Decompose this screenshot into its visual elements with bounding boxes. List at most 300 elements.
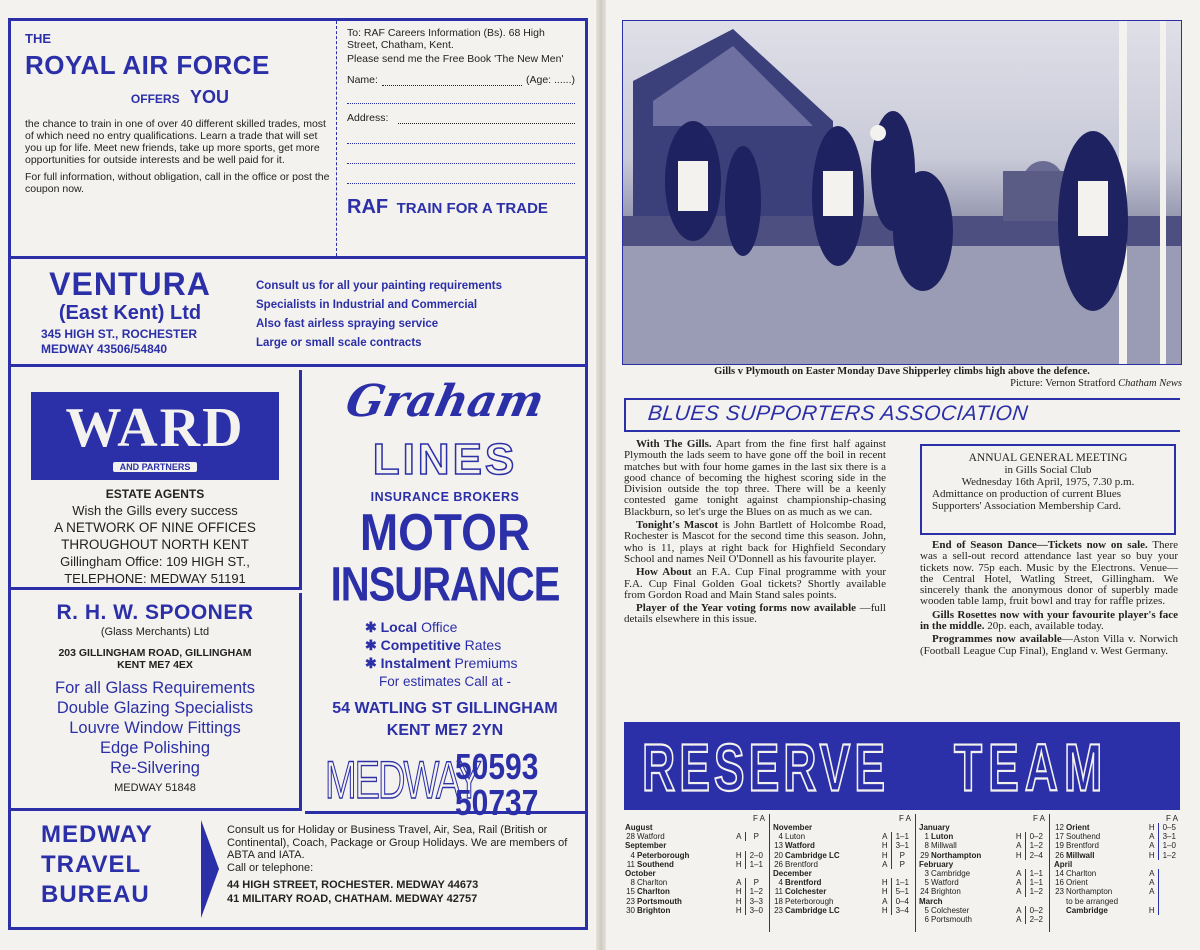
- ward-l3: A NETWORK OF NINE OFFICES: [54, 520, 256, 535]
- fixture-row: [624, 860, 767, 869]
- fixture-date: 8: [924, 841, 929, 851]
- fixtures-table: [772, 823, 913, 915]
- fixture-team: Brentford: [1066, 841, 1099, 851]
- graham-brokers: INSURANCE BROKERS: [370, 490, 520, 504]
- fixture-row: [918, 906, 1047, 915]
- ward-ad: [11, 370, 302, 590]
- fixture-month: [624, 841, 767, 850]
- fixture-venue: H: [881, 905, 888, 915]
- fixture-row: [918, 851, 1047, 860]
- graham-motor: MOTOR: [359, 502, 531, 562]
- fixture-row: [772, 887, 913, 896]
- spooner-addr2: KENT ME7 4EX: [117, 659, 193, 671]
- fixture-team: Charlton: [637, 878, 668, 888]
- fixture-venue: H: [735, 896, 742, 906]
- fixture-team: Colchester: [931, 905, 970, 915]
- ward-l6: TELEPHONE: MEDWAY 51191: [64, 571, 246, 586]
- graham-bullet-2-rest: Rates: [460, 637, 502, 653]
- fixture-month-label: October: [625, 869, 656, 879]
- travel-body: Consult us for Holiday or Business Travel, Air, Sea, Rail (British or Continental), Coach, Package or Group Holidays. We are members of ABTA and IATA.: [227, 824, 568, 861]
- bsa-p5: [920, 540, 1178, 608]
- fixture-date: 30: [626, 905, 635, 915]
- fixture-team: Cambridge: [1066, 905, 1108, 915]
- coupon-name-line[interactable]: [347, 88, 575, 104]
- agm-l2: Wednesday 16th April, 1975, 7.30 p.m.: [961, 476, 1135, 488]
- fixture-score: 1–1: [1025, 878, 1047, 887]
- raf-ad: [11, 21, 585, 259]
- fixture-date: 20: [774, 850, 783, 860]
- coupon-age-label: (Age: ......): [525, 74, 575, 86]
- match-photo-illustration: [623, 21, 1182, 365]
- fixture-score: [1158, 897, 1180, 906]
- fixture-date: 4: [778, 878, 783, 888]
- fixture-row: [1053, 832, 1180, 841]
- fixture-venue: H: [735, 859, 742, 869]
- graham-phone-1: 50593: [455, 748, 539, 788]
- fixture-date: 11: [774, 887, 783, 897]
- spooner-line-2: Double Glazing Specialists: [56, 699, 254, 717]
- fixture-row: [772, 878, 913, 887]
- fixture-date: 5: [924, 878, 929, 888]
- fixture-score: P: [891, 860, 913, 869]
- reserve-word-2: TEAM: [954, 729, 1109, 805]
- ventura-ad: [11, 259, 585, 367]
- photo-credit-paper: Chatham News: [1118, 378, 1182, 389]
- fixture-venue: H: [1148, 823, 1155, 832]
- fixture-venue: H: [1015, 850, 1022, 860]
- bsa-col-right: [920, 540, 1178, 657]
- fixture-venue: A: [1016, 915, 1022, 925]
- fixture-month-label: November: [773, 823, 813, 832]
- bsa-p7-text: —Aston Villa v. Norwich (Football League Cup Final), England v. West Germany.: [920, 633, 1178, 657]
- fixtures-table: [1053, 823, 1180, 915]
- fixture-date: 15: [626, 887, 635, 897]
- fixture-venue: H: [881, 841, 888, 851]
- fixture-team: Northampton: [931, 850, 982, 860]
- fixture-month-label: September: [625, 841, 667, 851]
- graham-insurance: INSURANCE: [330, 558, 560, 612]
- travel-l1: MEDWAY: [41, 821, 153, 848]
- fixture-team: to be arranged: [1066, 896, 1119, 906]
- graham-addr1: 54 WATLING ST GILLINGHAM: [332, 700, 558, 717]
- fixture-team: Peterborough: [637, 850, 690, 860]
- fixture-score: [1158, 906, 1180, 915]
- bsa-p1-text: Apart from the fine first half against Plymouth the lads seem to have gone off the boil in recent matches but with four home games in the last six there is a good chance of becoming the highest scoring side in the Division outside the top three. There will be a keenly contested game tonight against championship-chasing Blackburn, so let's urge the Blues on as much as we can.: [624, 438, 886, 518]
- fixture-date: 29: [920, 850, 929, 860]
- fixture-date: 17: [1055, 832, 1064, 842]
- asterisk-icon: ✱: [365, 655, 381, 671]
- spooner-addr1: 203 GILLINGHAM ROAD, GILLINGHAM: [58, 647, 252, 659]
- fixture-month-label: February: [919, 859, 954, 869]
- ventura-line-2: Specialists in Industrial and Commercial: [256, 299, 478, 311]
- fixture-month: [918, 897, 1047, 906]
- bsa-p2-lead: Tonight's Mascot: [636, 519, 719, 532]
- coupon-address-label: Address:: [347, 112, 389, 124]
- fixtures-col-4: [1050, 814, 1180, 932]
- graham-bullet-1-bold: Local: [380, 619, 418, 635]
- raf-slogan: TRAIN FOR A TRADE: [396, 200, 548, 217]
- fixture-team: Watford: [785, 841, 815, 851]
- asterisk-icon: ✱: [365, 619, 381, 635]
- fixture-score: 3–1: [891, 841, 913, 850]
- arrow-icon: [201, 820, 221, 918]
- fixture-team: Brighton: [637, 905, 671, 915]
- fixture-venue: A: [882, 832, 888, 842]
- ward-partners: AND PARTNERS: [113, 462, 197, 472]
- spooner-line-5: Re-Silvering: [110, 759, 200, 777]
- fixture-venue: A: [1149, 841, 1155, 851]
- fixture-team: Southend: [637, 859, 674, 869]
- bsa-p1: [624, 439, 886, 518]
- spooner-sub: (Glass Merchants) Ltd: [100, 626, 210, 638]
- graham-bullet-3-rest: Premiums: [450, 655, 518, 671]
- page-gutter: [596, 0, 606, 950]
- raf-logo: RAF: [347, 196, 389, 218]
- fixture-row: [772, 832, 913, 841]
- graham-medway: MEDWAY: [325, 752, 480, 811]
- fixture-team: Colchester: [785, 887, 827, 897]
- fixtures-col-3: [916, 814, 1050, 932]
- fixture-venue: H: [735, 905, 742, 915]
- fixture-score: 3–1: [1158, 832, 1180, 841]
- fixture-team: Luton: [785, 832, 806, 842]
- fixture-date: 8: [630, 878, 635, 888]
- fixture-row: [918, 869, 1047, 878]
- ventura-line-4: Large or small scale contracts: [256, 337, 422, 349]
- raf-title: ROYAL AIR FORCE: [25, 50, 270, 80]
- fixture-team: Brentford: [785, 859, 818, 869]
- bsa-p5-lead: End of Season Dance—Tickets now on sale.: [932, 539, 1148, 551]
- bsa-p1-lead: With The Gills.: [636, 438, 712, 450]
- travel-addr2: 41 MILITARY ROAD, CHATHAM. MEDWAY 42757: [227, 892, 478, 905]
- fixture-row: [1053, 887, 1180, 896]
- fixture-venue: H: [1148, 905, 1155, 915]
- ward-l5: Gillingham Office: 109 HIGH ST.,: [60, 554, 250, 569]
- bsa-p3: [624, 567, 886, 601]
- reserve-word-1: RESERVE: [642, 729, 890, 805]
- fixture-team: Brighton: [931, 887, 961, 897]
- bsa-p4: [624, 603, 886, 626]
- fixture-row: [1053, 869, 1180, 878]
- fixture-row: [1053, 823, 1180, 832]
- ventura-name: VENTURA: [49, 266, 211, 302]
- fixture-date: 28: [626, 832, 635, 842]
- spooner-name: R. H. W. SPOONER: [56, 601, 254, 624]
- fixture-date: 18: [774, 896, 783, 906]
- fixture-team: Portsmouth: [637, 896, 682, 906]
- fixture-venue: A: [1016, 841, 1022, 851]
- fixture-score: 2–0: [745, 851, 767, 860]
- spooner-line-1: For all Glass Requirements: [55, 679, 255, 697]
- fixture-date: 4: [778, 832, 783, 842]
- fixture-venue: A: [736, 832, 742, 842]
- fixture-date: 26: [774, 859, 783, 869]
- fixture-date: 4: [630, 850, 635, 860]
- bsa-p3-text: an F.A. Cup Final programme with your F.A. Cup Final Golden Goal tickets? Shortly available from Gordon Road and Main Stand sales points.: [624, 566, 886, 601]
- graham-phone-2: 50737: [455, 784, 539, 824]
- fixture-venue: A: [1016, 869, 1022, 879]
- fixture-score: 3–4: [891, 906, 913, 915]
- fixture-date: 3: [924, 869, 929, 879]
- raf-offers: OFFERS: [130, 92, 180, 106]
- fixture-row: [918, 887, 1047, 896]
- fixture-venue: A: [1016, 887, 1022, 897]
- fixture-venue: A: [1149, 869, 1155, 879]
- fixture-month: [624, 823, 767, 832]
- bsa-p5-text: There was a sell-out record attendance last year so buy your tickets now. 75p each. Music by the Electrons. Venue—the Central Hotel, Watling Street, Gillingham. We sincerely thank the anonymous donor of superbly made wooden table lamp, fruit bowl and tray for raffle prizes.: [920, 539, 1178, 608]
- fixture-date: [1053, 897, 1065, 906]
- fixture-team: Luton: [931, 832, 954, 842]
- graham-bullet-2-bold: Competitive: [380, 637, 461, 653]
- fixture-score: P: [745, 878, 767, 887]
- spooner-ad: [11, 593, 302, 811]
- fixtures-table: [624, 823, 767, 915]
- medway-travel-ad: [11, 814, 585, 927]
- graham-lines: LINES: [372, 435, 518, 484]
- raf-you: YOU: [190, 87, 230, 107]
- fixture-score: 1–2: [1158, 851, 1180, 860]
- fixture-row: [1053, 841, 1180, 850]
- fixture-date: [1053, 906, 1065, 915]
- bsa-p4-text: —full details elsewhere in this issue.: [624, 602, 886, 626]
- fixture-venue: H: [1015, 832, 1022, 842]
- fixture-venue: [1146, 897, 1158, 906]
- fixtures-fa-header: F A: [1032, 814, 1045, 823]
- ventura-addr2: MEDWAY 43506/54840: [41, 342, 168, 356]
- fixture-venue: A: [1016, 878, 1022, 888]
- fixture-venue: A: [882, 859, 888, 869]
- coupon-address-field[interactable]: [398, 112, 575, 124]
- fixture-score: [1158, 887, 1180, 896]
- fixture-date: 6: [924, 915, 929, 925]
- fixture-row: [918, 832, 1047, 841]
- fixture-score: 2–2: [1025, 915, 1047, 924]
- fixture-score: 1–0: [1158, 841, 1180, 850]
- ventura-line-3: Also fast airless spraying service: [256, 318, 439, 330]
- fixture-row: [772, 897, 913, 906]
- fixture-team: Cambridge: [931, 869, 971, 879]
- fixture-team: Orient: [1066, 823, 1090, 832]
- fixture-row: [772, 860, 913, 869]
- fixture-score: 1–1: [891, 878, 913, 887]
- fixture-month: [1053, 860, 1180, 869]
- fixture-team: Cambridge LC: [785, 850, 840, 860]
- fixture-team: Millwall: [1066, 850, 1095, 860]
- fixture-venue: A: [1016, 905, 1022, 915]
- bsa-p6-text: 20p. each, available today.: [984, 620, 1104, 633]
- graham-bullet-3-bold: Instalment: [380, 655, 451, 671]
- ward-l4: THROUGHOUT NORTH KENT: [61, 537, 249, 552]
- fixture-date: 23: [1055, 887, 1064, 897]
- fixture-score: [1158, 878, 1180, 887]
- coupon-address-line-4[interactable]: [347, 168, 575, 184]
- fixture-month: [918, 860, 1047, 869]
- fixture-date: 26: [1055, 850, 1064, 860]
- fixture-venue: A: [1149, 878, 1155, 888]
- raf-body2: For full information, without obligation, call in the office or post the coupon now.: [25, 171, 330, 195]
- fixture-month-label: January: [919, 823, 950, 832]
- spooner-line-4: Edge Polishing: [99, 739, 211, 757]
- bsa-p6: [920, 610, 1178, 633]
- fixture-row: [1053, 851, 1180, 860]
- fixture-venue: H: [735, 887, 742, 897]
- fixture-date: 19: [1055, 841, 1064, 851]
- fixture-row: [624, 878, 767, 887]
- bsa-header: [624, 398, 1180, 432]
- bsa-p7: [920, 634, 1178, 657]
- coupon-address-line-2[interactable]: [347, 128, 575, 144]
- fixture-score: 0–4: [891, 897, 913, 906]
- fixture-score: 0–2: [1025, 906, 1047, 915]
- bsa-title: BLUES SUPPORTERS ASSOCIATION: [646, 402, 1030, 425]
- ward-logo-box: [31, 392, 279, 480]
- coupon-send: Please send me the Free Book 'The New Men': [347, 53, 564, 65]
- travel-addr1: 44 HIGH STREET, ROCHESTER. MEDWAY 44673: [227, 878, 479, 891]
- fixture-score: 1–2: [1025, 887, 1047, 896]
- fixture-venue: A: [882, 896, 888, 906]
- fixture-score: 1–1: [1025, 869, 1047, 878]
- match-photo: [622, 20, 1182, 365]
- fixture-score: 0–5: [1158, 823, 1180, 832]
- photo-caption: Gills v Plymouth on Easter Monday Dave Shipperley climbs high above the defence.: [714, 366, 1090, 377]
- fixture-venue: H: [1148, 850, 1155, 860]
- fixture-score: P: [745, 832, 767, 841]
- coupon-name-field[interactable]: [382, 74, 522, 86]
- fixtures-fa-header: F A: [752, 814, 765, 823]
- fixture-venue: H: [881, 850, 888, 860]
- fixture-score: 1–1: [745, 860, 767, 869]
- fixture-team: Millwall: [931, 841, 957, 851]
- travel-l3: BUREAU: [41, 881, 150, 908]
- travel-call: Call or telephone:: [227, 861, 314, 874]
- bsa-p6-lead: Gills Rosettes now with your favourite player's face in the middle.: [920, 608, 1178, 633]
- graham-estimates: For estimates Call at -: [378, 674, 512, 689]
- fixture-venue: H: [735, 850, 742, 860]
- agm-title: ANNUAL GENERAL MEETING: [968, 452, 1128, 464]
- fixture-team: Watford: [931, 878, 959, 888]
- fixture-month-label: March: [919, 896, 943, 906]
- fixture-row: [772, 851, 913, 860]
- fixture-team: Northampton: [1066, 887, 1113, 897]
- fixture-venue: A: [736, 878, 742, 888]
- ventura-sub: (East Kent) Ltd: [58, 302, 202, 324]
- bsa-p3-lead: How About: [636, 566, 692, 579]
- fixture-score: 0–2: [1025, 832, 1047, 841]
- spooner-phone: MEDWAY 51848: [114, 782, 196, 794]
- ward-l2: Wish the Gills every success: [72, 503, 238, 518]
- fixture-date: 11: [626, 859, 635, 869]
- fixture-date: 24: [920, 887, 929, 897]
- fixture-row: [772, 906, 913, 915]
- graham-bullet-1-rest: Office: [417, 619, 458, 635]
- photo-credit: [622, 378, 1182, 389]
- fixture-date: 14: [1055, 869, 1064, 879]
- graham-bullet-3: [365, 654, 518, 672]
- ward-l1: ESTATE AGENTS: [105, 487, 205, 501]
- fixture-score: 1–1: [891, 832, 913, 841]
- fixture-date: 1: [924, 832, 929, 842]
- fixture-team: Peterborough: [785, 896, 834, 906]
- fixture-month: [918, 823, 1047, 832]
- graham-bullet-1: [365, 618, 518, 636]
- fixture-row: [624, 906, 767, 915]
- fixture-month-label: December: [773, 869, 812, 879]
- left-page: [8, 18, 588, 930]
- ward-logo: WARD: [65, 397, 245, 459]
- fixtures-col-2: [770, 814, 916, 932]
- ventura-addr1: 345 HIGH ST., ROCHESTER: [41, 327, 198, 341]
- fixture-row: [918, 878, 1047, 887]
- fixture-venue: H: [881, 878, 888, 888]
- coupon-name-label: Name:: [347, 74, 378, 86]
- fixture-row: [624, 851, 767, 860]
- fixture-month: [772, 869, 913, 878]
- fixtures-fa-header: F A: [1165, 814, 1178, 823]
- fixture-team: Charlton: [1066, 869, 1097, 879]
- bsa-p4-lead: Player of the Year voting forms now available: [636, 602, 857, 615]
- fixture-month: [772, 823, 913, 832]
- coupon-address-line-3[interactable]: [347, 148, 575, 164]
- bsa-p7-lead: Programmes now available: [932, 633, 1062, 646]
- fixture-team: Watford: [637, 832, 665, 842]
- fixture-score: 3–0: [745, 906, 767, 915]
- fixture-month: [624, 869, 767, 878]
- fixtures: [624, 814, 1180, 932]
- fixture-row: [918, 841, 1047, 850]
- fixture-venue: A: [1149, 887, 1155, 897]
- graham-script: Graham: [341, 376, 549, 427]
- fixtures-table: [918, 823, 1047, 924]
- fixture-row: [624, 832, 767, 841]
- fixture-month-label: April: [1054, 859, 1073, 869]
- fixture-venue: H: [881, 887, 888, 897]
- fixture-team: Portsmouth: [931, 915, 972, 925]
- fixture-team: Orient: [1066, 878, 1088, 888]
- travel-l2: TRAVEL: [41, 851, 142, 878]
- fixture-team: Southend: [1066, 832, 1101, 842]
- coupon-to: To: RAF Careers Information (Bs). 68 High Street, Chatham, Kent.: [347, 27, 545, 51]
- fixture-score: 2–4: [1025, 851, 1047, 860]
- fixture-row: [1053, 897, 1180, 906]
- fixture-row: [624, 887, 767, 896]
- spooner-line-3: Louvre Window Fittings: [69, 719, 241, 737]
- fixture-row: [624, 897, 767, 906]
- raf-coupon: [336, 21, 585, 256]
- agm-l3: Admittance on production of current Blues Supporters' Association Membership Card.: [932, 488, 1122, 512]
- fixture-row: [918, 915, 1047, 924]
- fixture-date: 16: [1055, 878, 1064, 888]
- bsa-p2-text: is John Bartlett of Holcombe Road, Rochester is Mascot for the second time this season. John, who is 11, plays at right back for Highfield Secondary School and names Neil O'Donnell as his favourite player.: [624, 519, 887, 565]
- fixture-score: 5–1: [891, 887, 913, 896]
- bsa-p2: [624, 520, 886, 565]
- fixture-date: 5: [924, 905, 929, 915]
- fixture-date: 23: [626, 896, 635, 906]
- reserve-banner: [624, 722, 1180, 810]
- fixture-date: 13: [774, 841, 783, 851]
- graham-bullet-2: [365, 636, 518, 654]
- graham-addr2: KENT ME7 2YN: [386, 722, 504, 739]
- fixture-month-label: August: [625, 823, 653, 832]
- fixture-team: Brentford: [785, 878, 822, 888]
- raf-the: THE: [25, 31, 51, 46]
- asterisk-icon: ✱: [365, 637, 381, 653]
- fixture-row: [1053, 906, 1180, 915]
- fixture-score: [1158, 869, 1180, 878]
- fixtures-col-1: [624, 814, 770, 932]
- fixture-score: 1–2: [1025, 841, 1047, 850]
- right-page: [612, 14, 1190, 939]
- fixture-score: 1–2: [745, 887, 767, 896]
